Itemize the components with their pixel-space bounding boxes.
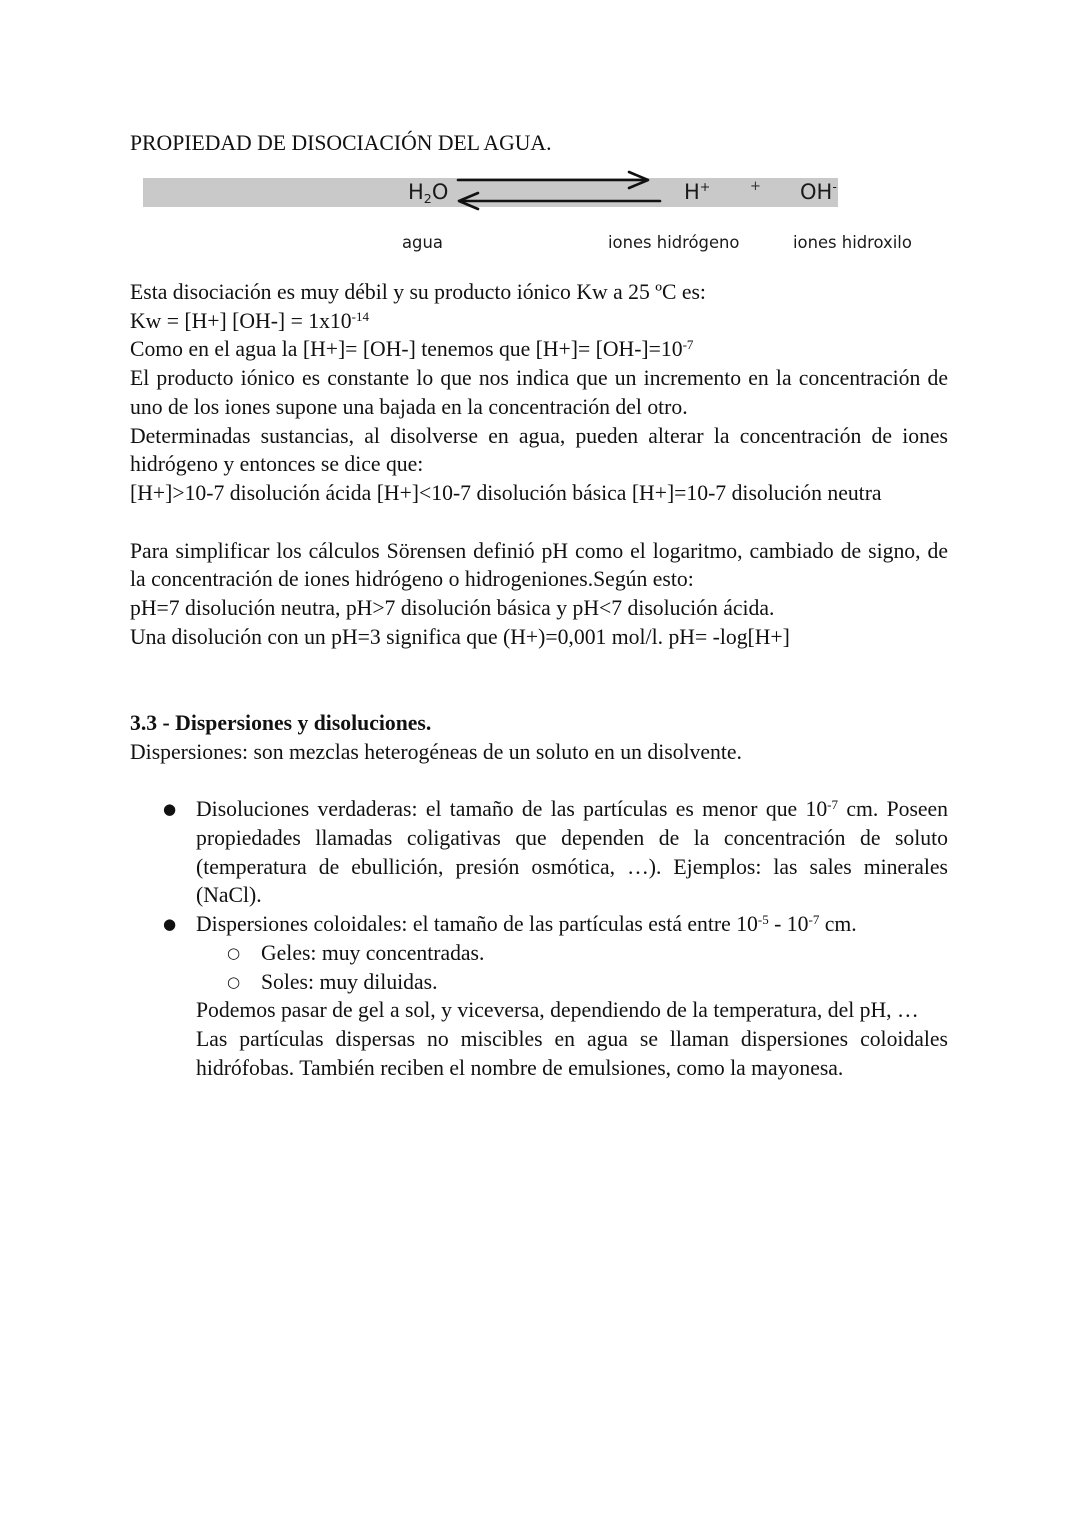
colloids-text-end: cm. bbox=[819, 912, 857, 937]
bullet-marker: ● bbox=[163, 915, 177, 934]
page-title: PROPIEDAD DE DISOCIACIÓN DEL AGUA. bbox=[130, 130, 552, 155]
true-solutions-text: Disoluciones verdaderas: el tamaño de las partículas es menor que 10 bbox=[196, 797, 828, 822]
list-item-line: (temperatura de ebullición, presión osmótica, …). Ejemplos: las sales minerales bbox=[196, 854, 948, 879]
document-body bbox=[130, 278, 948, 1083]
neutral-concentration bbox=[130, 335, 948, 364]
equation-reactant bbox=[408, 180, 449, 206]
paragraph-line: Para simplificar los cálculos Sörensen definió pH como el logaritmo, cambiado de signo, de bbox=[130, 538, 948, 563]
reactant-base: H bbox=[408, 180, 424, 204]
label-hydroxyl-ions: iones hidroxilo bbox=[793, 233, 912, 252]
sub-item-gels bbox=[130, 939, 948, 968]
acidity-rule: [H+]>10-7 disolución ácida [H+]<10-7 disolución básica [H+]=10-7 disolución neutra bbox=[130, 481, 882, 506]
equation-product-hydrogen bbox=[684, 179, 711, 204]
blank-line bbox=[130, 652, 948, 681]
colloids-exponent-2: -7 bbox=[808, 912, 820, 927]
label-water: agua bbox=[402, 233, 443, 252]
dissociation-intro: Esta disociación es muy débil y su producto iónico Kw a 25 ºC es: bbox=[130, 280, 706, 304]
list-item-line: hidrófobas. También reciben el nombre de emulsiones, como la mayonesa. bbox=[196, 1055, 844, 1080]
label-hydrogen-ions: iones hidrógeno bbox=[608, 233, 740, 252]
ph-rule: pH=7 disolución neutra, pH>7 disolución básica y pH<7 disolución ácida. bbox=[130, 596, 775, 621]
kw-exponent: -14 bbox=[351, 308, 369, 324]
bullet-item-true-solutions bbox=[130, 795, 948, 824]
section-heading: 3.3 - Dispersiones y disoluciones. bbox=[130, 711, 432, 736]
reactant-subscript: 2 bbox=[423, 190, 432, 206]
product-hydrogen-base: H bbox=[684, 180, 700, 204]
bullet-marker: ● bbox=[163, 800, 177, 819]
true-solutions-exponent: -7 bbox=[827, 797, 839, 813]
paragraph-line: la concentración de iones hidrógeno o hidrogeniones.Según esto: bbox=[130, 567, 694, 592]
true-solutions-text-end: cm. Poseen bbox=[838, 797, 949, 822]
list-item-line: Podemos pasar de gel a sol, y viceversa, dependiendo de la temperatura, del pH, … bbox=[196, 998, 919, 1023]
list-item-line: (NaCl). bbox=[196, 883, 262, 908]
bullet-item-colloids bbox=[130, 910, 948, 939]
colloids-exponent-1: -5 bbox=[757, 912, 769, 927]
neutral-concentration-exponent: -7 bbox=[682, 337, 694, 353]
paragraph-line: uno de los iones supone una bajada en la concentración del otro. bbox=[130, 394, 688, 419]
sub-bullet-marker: ○ bbox=[227, 972, 241, 991]
colloids-text: Dispersiones coloidales: el tamaño de las partículas está entre 10 bbox=[196, 912, 758, 937]
sub-item-text: Soles: muy diluidas. bbox=[261, 969, 438, 994]
equation-product-hydroxyl bbox=[800, 179, 837, 204]
list-item-line: Las partículas dispersas no miscibles en agua se llaman dispersiones coloidales bbox=[196, 1027, 948, 1052]
equation-bar bbox=[143, 178, 838, 207]
list-item-line: propiedades llamadas coligativas que dependen de la concentración de soluto bbox=[196, 825, 948, 850]
product-hydrogen-charge: + bbox=[699, 179, 711, 195]
paragraph-line: hidrógeno y entonces se dice que: bbox=[130, 452, 424, 477]
sub-item-text: Geles: muy concentradas. bbox=[261, 940, 485, 965]
blank-line bbox=[130, 766, 948, 795]
product-hydroxyl-base: OH bbox=[800, 180, 833, 204]
sub-bullet-marker: ○ bbox=[227, 943, 241, 962]
kw-formula-text: Kw = [H+] [OH-] = 1x10 bbox=[130, 308, 352, 333]
colloids-text-middle: - 10 bbox=[768, 912, 809, 937]
neutral-concentration-text: Como en el agua la [H+]= [OH-] tenemos que [H+]= [OH-]=10 bbox=[130, 337, 683, 362]
paragraph-line: El producto iónico es constante lo que nos indica que un incremento en la concentración de bbox=[130, 366, 948, 391]
section-intro: Dispersiones: son mezclas heterogéneas de un soluto en un disolvente. bbox=[130, 739, 742, 764]
kw-formula bbox=[130, 307, 948, 336]
paragraph-line: Determinadas sustancias, al disolverse en agua, pueden alterar la concentración de iones bbox=[130, 423, 948, 448]
blank-line bbox=[130, 680, 948, 709]
product-hydroxyl-charge: - bbox=[832, 179, 837, 195]
blank-line bbox=[130, 508, 948, 537]
sub-item-sols bbox=[130, 968, 948, 997]
equation-plus-sign: + bbox=[750, 179, 761, 194]
reactant-tail: O bbox=[431, 180, 449, 204]
ph-example: Una disolución con un pH=3 significa que (H+)=0,001 mol/l. pH= -log[H+] bbox=[130, 624, 790, 649]
